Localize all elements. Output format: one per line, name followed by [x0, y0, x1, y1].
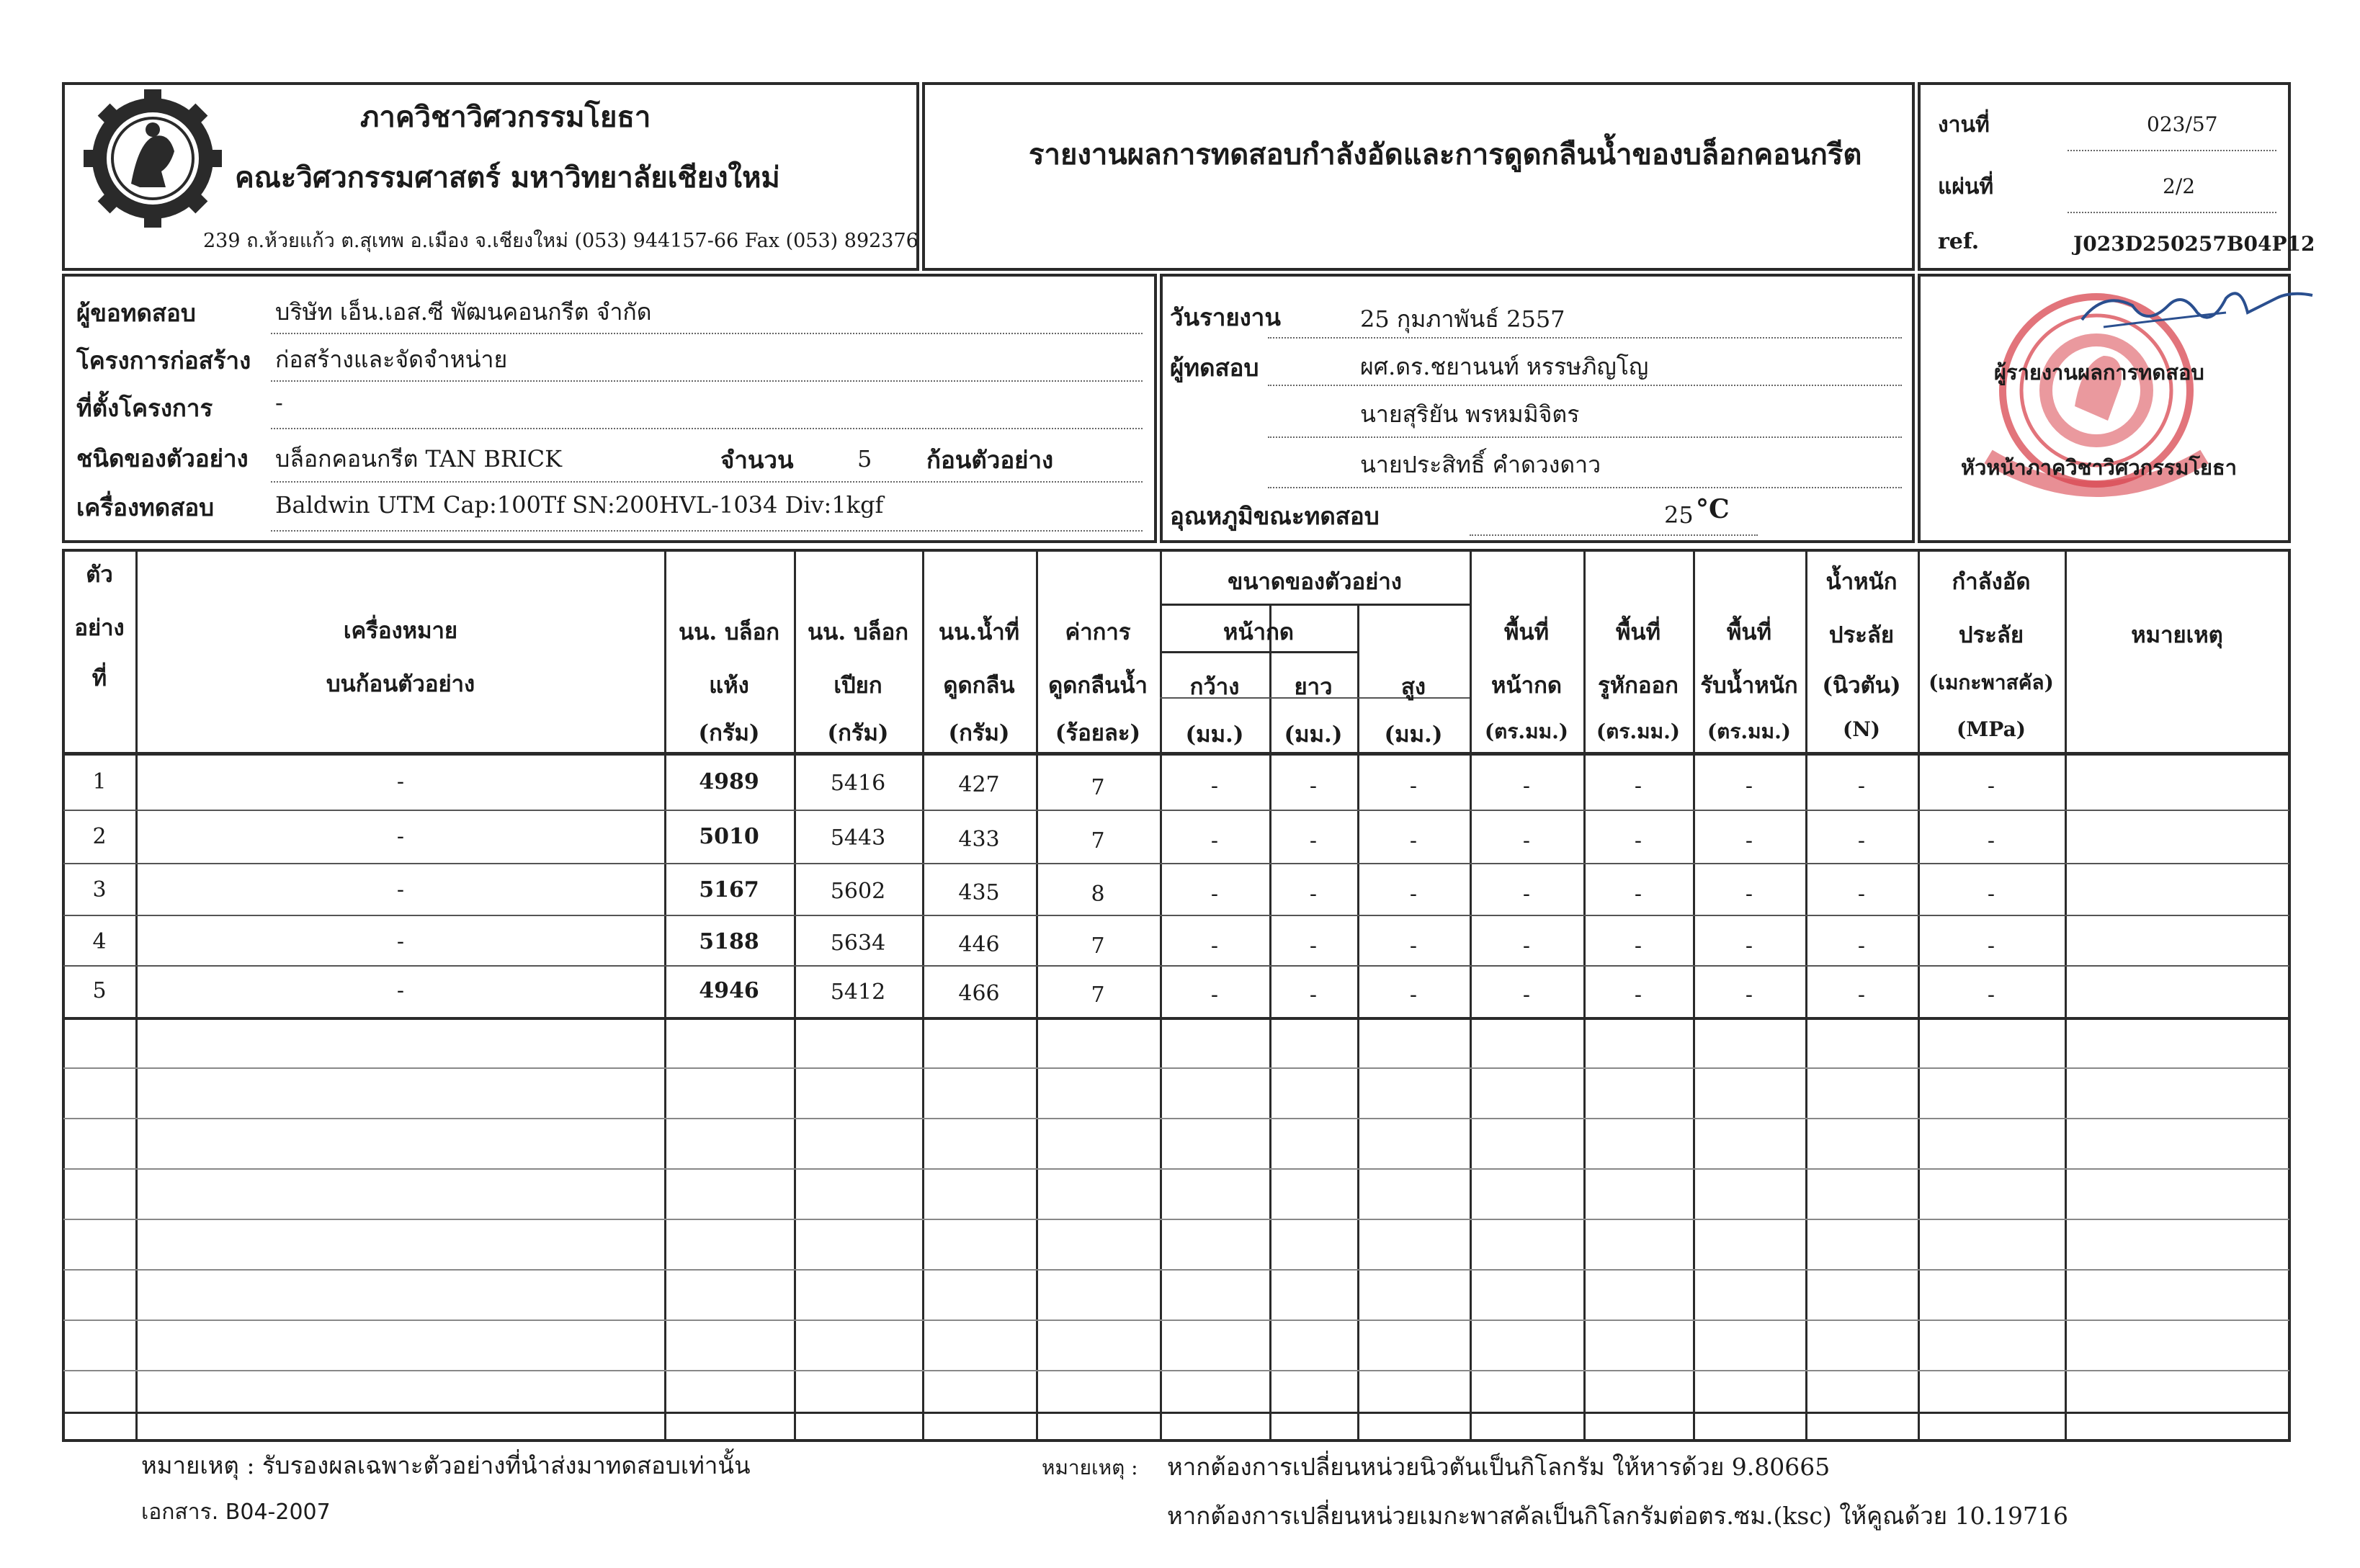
quantity-label: จำนวน [720, 446, 794, 474]
cell-area-press: - [1522, 882, 1531, 907]
cell-area-hole: - [1634, 774, 1642, 799]
cell-area-hole: - [1634, 882, 1642, 907]
cell-length: - [1309, 882, 1318, 907]
cell-strength: - [1987, 933, 1995, 959]
th-area-press-1: พื้นที่ [1503, 619, 1550, 645]
th-wet-3: (กรัม) [827, 720, 889, 746]
cell-area-hole: - [1634, 933, 1642, 959]
th-area-load-3: (ตร.มม.) [1707, 720, 1792, 743]
th-no-3: ที่ [91, 666, 107, 691]
cell-mark: - [396, 978, 405, 1003]
report-date-label: วันรายงาน [1170, 303, 1281, 331]
th-area-hole-3: (ตร.มม.) [1596, 720, 1681, 743]
cell-length: - [1309, 982, 1318, 1008]
cell-area-load: - [1745, 828, 1753, 854]
th-absorbed-3: (กรัม) [948, 720, 1010, 746]
footer-note-left: หมายเหตุ : รับรองผลเฉพาะตัวอย่างที่นำส่งมาทดสอบเท่านั้น [141, 1451, 751, 1479]
cell-mark: - [396, 929, 405, 954]
th-height-2: (มม.) [1384, 722, 1443, 748]
footer-note-right-1: หากต้องการเปลี่ยนหน่วยนิวตันเป็นกิโลกรัม ให้หารด้วย 9.80665 [1167, 1453, 1831, 1481]
cell-dry: 5010 [699, 824, 759, 849]
report-date-value: 25 กุมภาพันธ์ 2557 [1360, 305, 1565, 333]
cell-absorbed: 433 [958, 827, 1000, 852]
temperature-unit: °C [1696, 494, 1730, 524]
cell-width: - [1210, 982, 1219, 1008]
cell-absorption: 7 [1091, 982, 1105, 1008]
cell-height: - [1409, 982, 1418, 1008]
sheet-label: แผ่นที่ [1938, 174, 1994, 200]
seal-line-1: ผู้รายงานผลการทดสอบ [1994, 360, 2204, 385]
th-area-hole-1: พื้นที่ [1615, 619, 1661, 645]
cell-area-press: - [1522, 933, 1531, 959]
department-name: ภาควิชาวิศวกรรมโยธา [360, 100, 651, 134]
report-title: รายงานผลการทดสอบกำลังอัดและการดูดกลืนน้ำของบล็อกคอนกรีต [1029, 138, 1862, 171]
sample-type-label: ชนิดของตัวอย่าง [76, 444, 249, 472]
th-absorption-3: (ร้อยละ) [1055, 720, 1141, 746]
th-area-press-2: หน้ากด [1491, 673, 1562, 699]
location-label: ที่ตั้งโครงการ [76, 394, 213, 422]
cell-absorbed: 427 [958, 772, 1000, 797]
th-mark-2: บนก้อนตัวอย่าง [326, 671, 475, 697]
cell-dry: 5188 [699, 929, 759, 954]
cell-area-press: - [1522, 828, 1531, 854]
quantity-unit: ก้อนตัวอย่าง [926, 446, 1054, 474]
cell-strength: - [1987, 828, 1995, 854]
cell-wet: 5634 [830, 931, 886, 956]
cell-area-load: - [1745, 882, 1753, 907]
th-size-group: ขนาดของตัวอย่าง [1228, 569, 1402, 595]
cell-strength: - [1987, 774, 1995, 799]
location-value: - [275, 389, 283, 416]
cell-no: 1 [92, 769, 107, 794]
th-wet-2: เปียก [833, 673, 882, 699]
footer-note-right-2: หากต้องการเปลี่ยนหน่วยเมกะพาสคัลเป็นกิโลกรัมต่อตร.ซม.(ksc) ให้คูณด้วย 10.19716 [1167, 1502, 2069, 1530]
cell-absorption: 8 [1091, 882, 1105, 907]
cell-area-hole: - [1634, 828, 1642, 854]
th-load-2: ประลัย [1828, 622, 1895, 648]
cell-dry: 4989 [699, 769, 759, 794]
cell-load: - [1857, 882, 1866, 907]
cell-load: - [1857, 982, 1866, 1008]
cell-mark: - [396, 769, 405, 794]
cell-length: - [1309, 933, 1318, 959]
th-absorption-1: ค่าการ [1065, 619, 1131, 645]
requester-value: บริษัท เอ็น.เอส.ซี พัฒนคอนกรีต จำกัด [275, 298, 652, 326]
th-absorbed-1: นน.น้ำที่ [938, 619, 1020, 645]
cell-strength: - [1987, 882, 1995, 907]
cell-mark: - [396, 824, 405, 849]
cell-wet: 5412 [830, 980, 886, 1005]
th-strength-1: กำลังอัด [1952, 569, 2031, 595]
project-value: ก่อสร้างและจัดจำหน่าย [275, 346, 508, 373]
job-label: งานที่ [1938, 112, 1990, 138]
cell-length: - [1309, 828, 1318, 854]
th-absorption-2: ดูดกลืนน้ำ [1048, 673, 1148, 699]
tester-label: ผู้ทดสอบ [1170, 354, 1259, 382]
th-width-1: กว้าง [1189, 674, 1240, 700]
th-strength-2: ประลัย [1958, 622, 2024, 648]
cell-height: - [1409, 933, 1418, 959]
cell-width: - [1210, 774, 1219, 799]
cell-absorption: 7 [1091, 775, 1105, 800]
quantity-value: 5 [857, 445, 872, 472]
th-area-press-3: (ตร.มม.) [1484, 720, 1569, 743]
th-load-3: (นิวตัน) [1822, 673, 1901, 699]
th-no-1: ตัว [86, 562, 113, 588]
cell-absorbed: 466 [958, 981, 1000, 1006]
th-area-hole-2: รูหักออก [1598, 673, 1679, 699]
cell-absorbed: 435 [958, 880, 1000, 905]
cell-wet: 5602 [830, 879, 886, 904]
cell-load: - [1857, 774, 1866, 799]
cell-length: - [1309, 774, 1318, 799]
ref-label: ref. [1938, 229, 1980, 254]
university-logo-icon [81, 86, 225, 230]
cell-strength: - [1987, 982, 1995, 1008]
sheet-value: 2/2 [2163, 174, 2196, 198]
th-strength-3: (เมกะพาสคัล) [1928, 671, 2054, 694]
sample-type-value: บล็อกคอนกรีต TAN BRICK [275, 445, 563, 472]
th-wet-1: นน. บล็อก [807, 619, 909, 645]
cell-load: - [1857, 828, 1866, 854]
th-width-2: (มม.) [1185, 722, 1244, 748]
cell-wet: 5416 [830, 771, 886, 796]
cell-dry: 4946 [699, 978, 759, 1003]
th-remarks: หมายเหตุ [2131, 622, 2223, 648]
cell-wet: 5443 [830, 825, 886, 851]
temperature-label: อุณหภูมิขณะทดสอบ [1170, 502, 1380, 530]
ref-value: J023D250257B04P12 [2073, 232, 2315, 256]
th-press-face: หน้ากด [1223, 619, 1294, 645]
project-label: โครงการก่อสร้าง [76, 346, 251, 375]
th-height-1: สูง [1400, 674, 1426, 700]
th-area-load-2: รับน้ำหนัก [1700, 673, 1798, 699]
cell-width: - [1210, 828, 1219, 854]
cell-height: - [1409, 882, 1418, 907]
cell-mark: - [396, 877, 405, 902]
faculty-name: คณะวิศวกรรมศาสตร์ มหาวิทยาลัยเชียงใหม่ [235, 161, 780, 194]
machine-label: เครื่องทดสอบ [76, 493, 215, 521]
th-dry-3: (กรัม) [698, 720, 760, 746]
cell-absorption: 7 [1091, 933, 1105, 959]
address-line: 239 ถ.ห้วยแก้ว ต.สุเทพ อ.เมือง จ.เชียงใหม่ (053) 944157-66 Fax (053) 892376 [203, 230, 918, 252]
cell-width: - [1210, 882, 1219, 907]
tester-3: นายประสิทธิ์ คำดวงดาว [1360, 451, 1601, 478]
cell-area-load: - [1745, 982, 1753, 1008]
th-length-1: ยาว [1294, 674, 1333, 700]
cell-no: 4 [92, 929, 107, 954]
cell-absorbed: 446 [958, 932, 1000, 957]
cell-no: 5 [92, 978, 107, 1003]
th-no-2: อย่าง [74, 615, 125, 641]
cell-area-load: - [1745, 774, 1753, 799]
temperature-value: 25 [1664, 501, 1694, 529]
signature-icon [2075, 277, 2320, 356]
tester-2: นายสุริยัน พรหมมิจิตร [1360, 400, 1580, 428]
cell-area-load: - [1745, 933, 1753, 959]
cell-width: - [1210, 933, 1219, 959]
th-mark-1: เครื่องหมาย [343, 618, 458, 644]
machine-value: Baldwin UTM Cap:100Tf SN:200HVL-1034 Div:1kgf [275, 491, 884, 519]
th-strength-4: (MPa) [1957, 717, 2026, 741]
th-length-2: (มม.) [1284, 722, 1343, 748]
th-dry-2: แห้ง [709, 673, 749, 699]
th-dry-1: นน. บล็อก [678, 619, 780, 645]
th-absorbed-2: ดูดกลืน [943, 673, 1015, 699]
th-load-4: (N) [1842, 717, 1881, 741]
cell-area-press: - [1522, 774, 1531, 799]
cell-height: - [1409, 774, 1418, 799]
cell-absorption: 7 [1091, 828, 1105, 854]
cell-height: - [1409, 828, 1418, 854]
document-code: เอกสาร. B04-2007 [141, 1500, 331, 1525]
th-load-1: น้ำหนัก [1825, 569, 1898, 595]
cell-no: 3 [92, 877, 107, 902]
tester-1: ผศ.ดร.ชยานนท์ หรรษภิญโญ [1360, 353, 1649, 380]
th-area-load-1: พื้นที่ [1726, 619, 1772, 645]
cell-area-press: - [1522, 982, 1531, 1008]
seal-line-2: หัวหน้าภาควิชาวิศวกรรมโยธา [1961, 455, 2238, 480]
footer-note-right-label: หมายเหตุ : [1042, 1456, 1138, 1479]
cell-no: 2 [92, 824, 107, 849]
cell-load: - [1857, 933, 1866, 959]
cell-area-hole: - [1634, 982, 1642, 1008]
job-value: 023/57 [2147, 112, 2218, 136]
requester-label: ผู้ขอทดสอบ [76, 299, 196, 327]
cell-dry: 5167 [699, 877, 759, 902]
